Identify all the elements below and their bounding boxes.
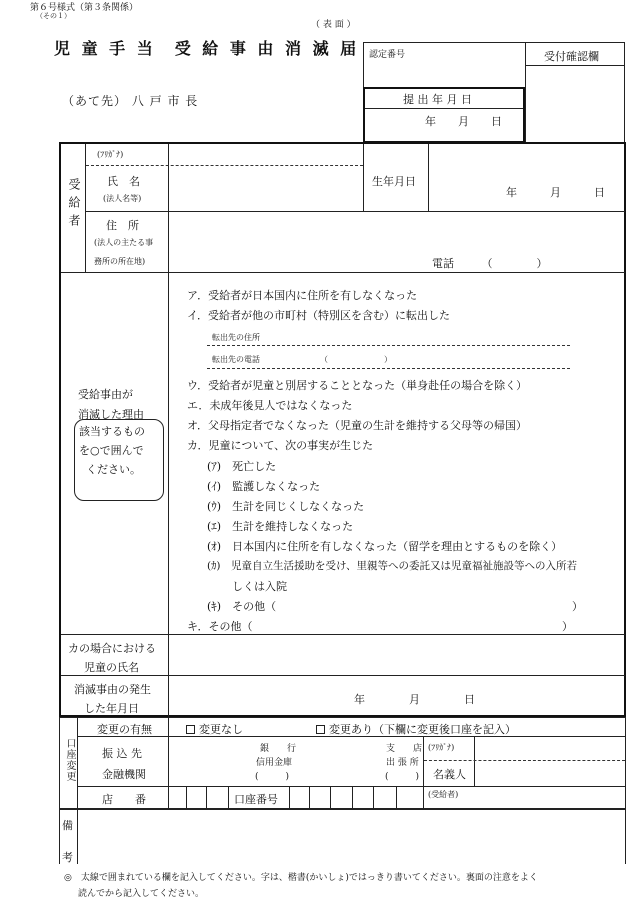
change-checkbox[interactable]: [316, 725, 325, 734]
store-number-label: 店 番: [102, 793, 146, 806]
reason-ka-7-close: ）: [572, 600, 583, 613]
child-label-1: カの場合における: [68, 642, 156, 655]
bank-field[interactable]: [170, 738, 422, 785]
reason-ki[interactable]: キ．その他（: [187, 620, 253, 633]
date-value[interactable]: 年 月 日: [354, 693, 475, 706]
date-label-2: した年月日: [84, 702, 139, 715]
reason-label-2: 消滅した理由: [78, 408, 144, 421]
recipient-group-label: 受給者: [67, 178, 81, 232]
address-sub2: 務所の所在地): [94, 257, 146, 266]
reason-ka-4[interactable]: (ｴ) 生計を維持しなくなった: [207, 520, 354, 533]
branch-type-2: 出 張 所: [386, 758, 419, 768]
reason-ki-close: ）: [562, 620, 573, 633]
name-sub-label: (法人名等): [103, 194, 142, 203]
reason-ka-6[interactable]: (ｶ) 児童自立生活援助を受け、里親等への委託又は児童福祉施設等への入所若: [207, 560, 578, 572]
address-label: 住 所: [106, 219, 139, 232]
recipient-line: （あて先） 八 戸 市 長: [62, 94, 199, 108]
bank-label-2: 金融機関: [102, 768, 146, 781]
submit-date-label: 提 出 年 月 日: [403, 93, 472, 106]
reason-o[interactable]: オ．父母指定者でなくなった（児童の生計を維持する父母等の帰国）: [187, 419, 528, 432]
reason-label-1: 受給事由が: [78, 388, 133, 401]
address-sub1: (法人の主たる事: [94, 238, 154, 247]
notes-field[interactable]: [79, 811, 623, 863]
name-field[interactable]: [170, 166, 362, 210]
form-title: 児 童 手 当 受 給 事 由 消 滅 届: [54, 39, 360, 58]
phone-label: 電話 （ ）: [432, 257, 548, 270]
reason-note-1: 該当するもの: [79, 425, 145, 438]
form-number: 第６号様式（第３条関係）: [30, 3, 139, 13]
reason-ka[interactable]: カ．児童について、次の事実が生じた: [187, 439, 374, 452]
reason-note-3: ください。: [86, 463, 141, 476]
account-number-label: 口座番号: [234, 793, 278, 806]
no-change-checkbox[interactable]: [186, 725, 195, 734]
move-phone-label: 転出先の電話 （ ）: [212, 355, 392, 364]
name-label: 氏 名: [107, 175, 140, 188]
bank-type-2: 信用金庫: [256, 758, 293, 768]
birth-value: 年 月 日: [506, 186, 605, 199]
birth-label: 生年月日: [372, 175, 416, 188]
receipt-label: 受付確認欄: [544, 50, 599, 63]
move-address-label: 転出先の住所: [212, 333, 260, 342]
side-label: （ 表 面 ）: [311, 20, 356, 30]
reason-i[interactable]: イ．受給者が他の市町村（特別区を含む）に転出した: [187, 309, 451, 322]
reason-ka-2[interactable]: (ｲ) 監護しなくなった: [207, 480, 321, 493]
reason-u[interactable]: ウ．受給者が児童と別居することとなった（単身赴任の場合を除く）: [187, 379, 528, 392]
reason-e[interactable]: エ．未成年後見人ではなくなった: [187, 399, 353, 412]
child-name-field[interactable]: [170, 636, 624, 674]
notes-label-1: 備: [62, 819, 73, 832]
reason-note-2: を○で囲んで: [79, 444, 144, 457]
no-change-option[interactable]: 変更なし: [186, 721, 243, 737]
address-field[interactable]: [170, 213, 624, 270]
holder-furigana: (ﾌﾘｶﾞﾅ): [428, 743, 455, 752]
change-option[interactable]: 変更あり（下欄に変更後口座を記入）: [316, 721, 516, 737]
branch-type-3: ( ): [385, 772, 420, 782]
bank-label-1: 振 込 先: [102, 747, 142, 760]
reason-ka-5[interactable]: (ｵ) 日本国内に住所を有しなくなった（留学を理由とするものを除く）: [207, 540, 563, 553]
footer-note-2: 読んでから記入してください。: [78, 889, 205, 899]
form-sub: （その１）: [36, 12, 71, 20]
branch-type-1: 支 店: [386, 744, 423, 754]
reason-ka-6-cont: しくは入院: [232, 580, 287, 593]
reason-a[interactable]: ア．受給者が日本国内に住所を有しなくなった: [187, 289, 418, 302]
holder-field[interactable]: [476, 738, 624, 808]
child-label-2: 児童の氏名: [84, 661, 139, 674]
notes-label-2: 考: [62, 851, 73, 864]
holder-sub: (受給者): [428, 790, 459, 799]
holder-label: 名義人: [433, 768, 466, 781]
submit-date-value: 年 月 日: [425, 115, 502, 128]
reason-ka-7[interactable]: (ｷ) その他（: [207, 600, 277, 613]
reason-ka-3[interactable]: (ｳ) 生計を同じくしなくなった: [207, 500, 365, 513]
footer-note-1: ◎ 太線で囲まれている欄を記入してください。字は、楷書(かいしょ)ではっきり書いてください。裏面の注意をよく: [64, 873, 538, 883]
change-label: 変更の有無: [97, 723, 152, 736]
account-group-label: 口座変更: [64, 738, 75, 782]
reason-ka-1[interactable]: (ｱ) 死亡した: [207, 460, 277, 473]
date-label-1: 消滅事由の発生: [74, 683, 151, 696]
cert-number-label: 認定番号: [369, 50, 406, 60]
bank-type-1: 銀 行: [260, 744, 297, 754]
bank-type-3: ( ): [255, 772, 290, 782]
furigana-label: (ﾌﾘｶﾞﾅ): [97, 150, 124, 159]
